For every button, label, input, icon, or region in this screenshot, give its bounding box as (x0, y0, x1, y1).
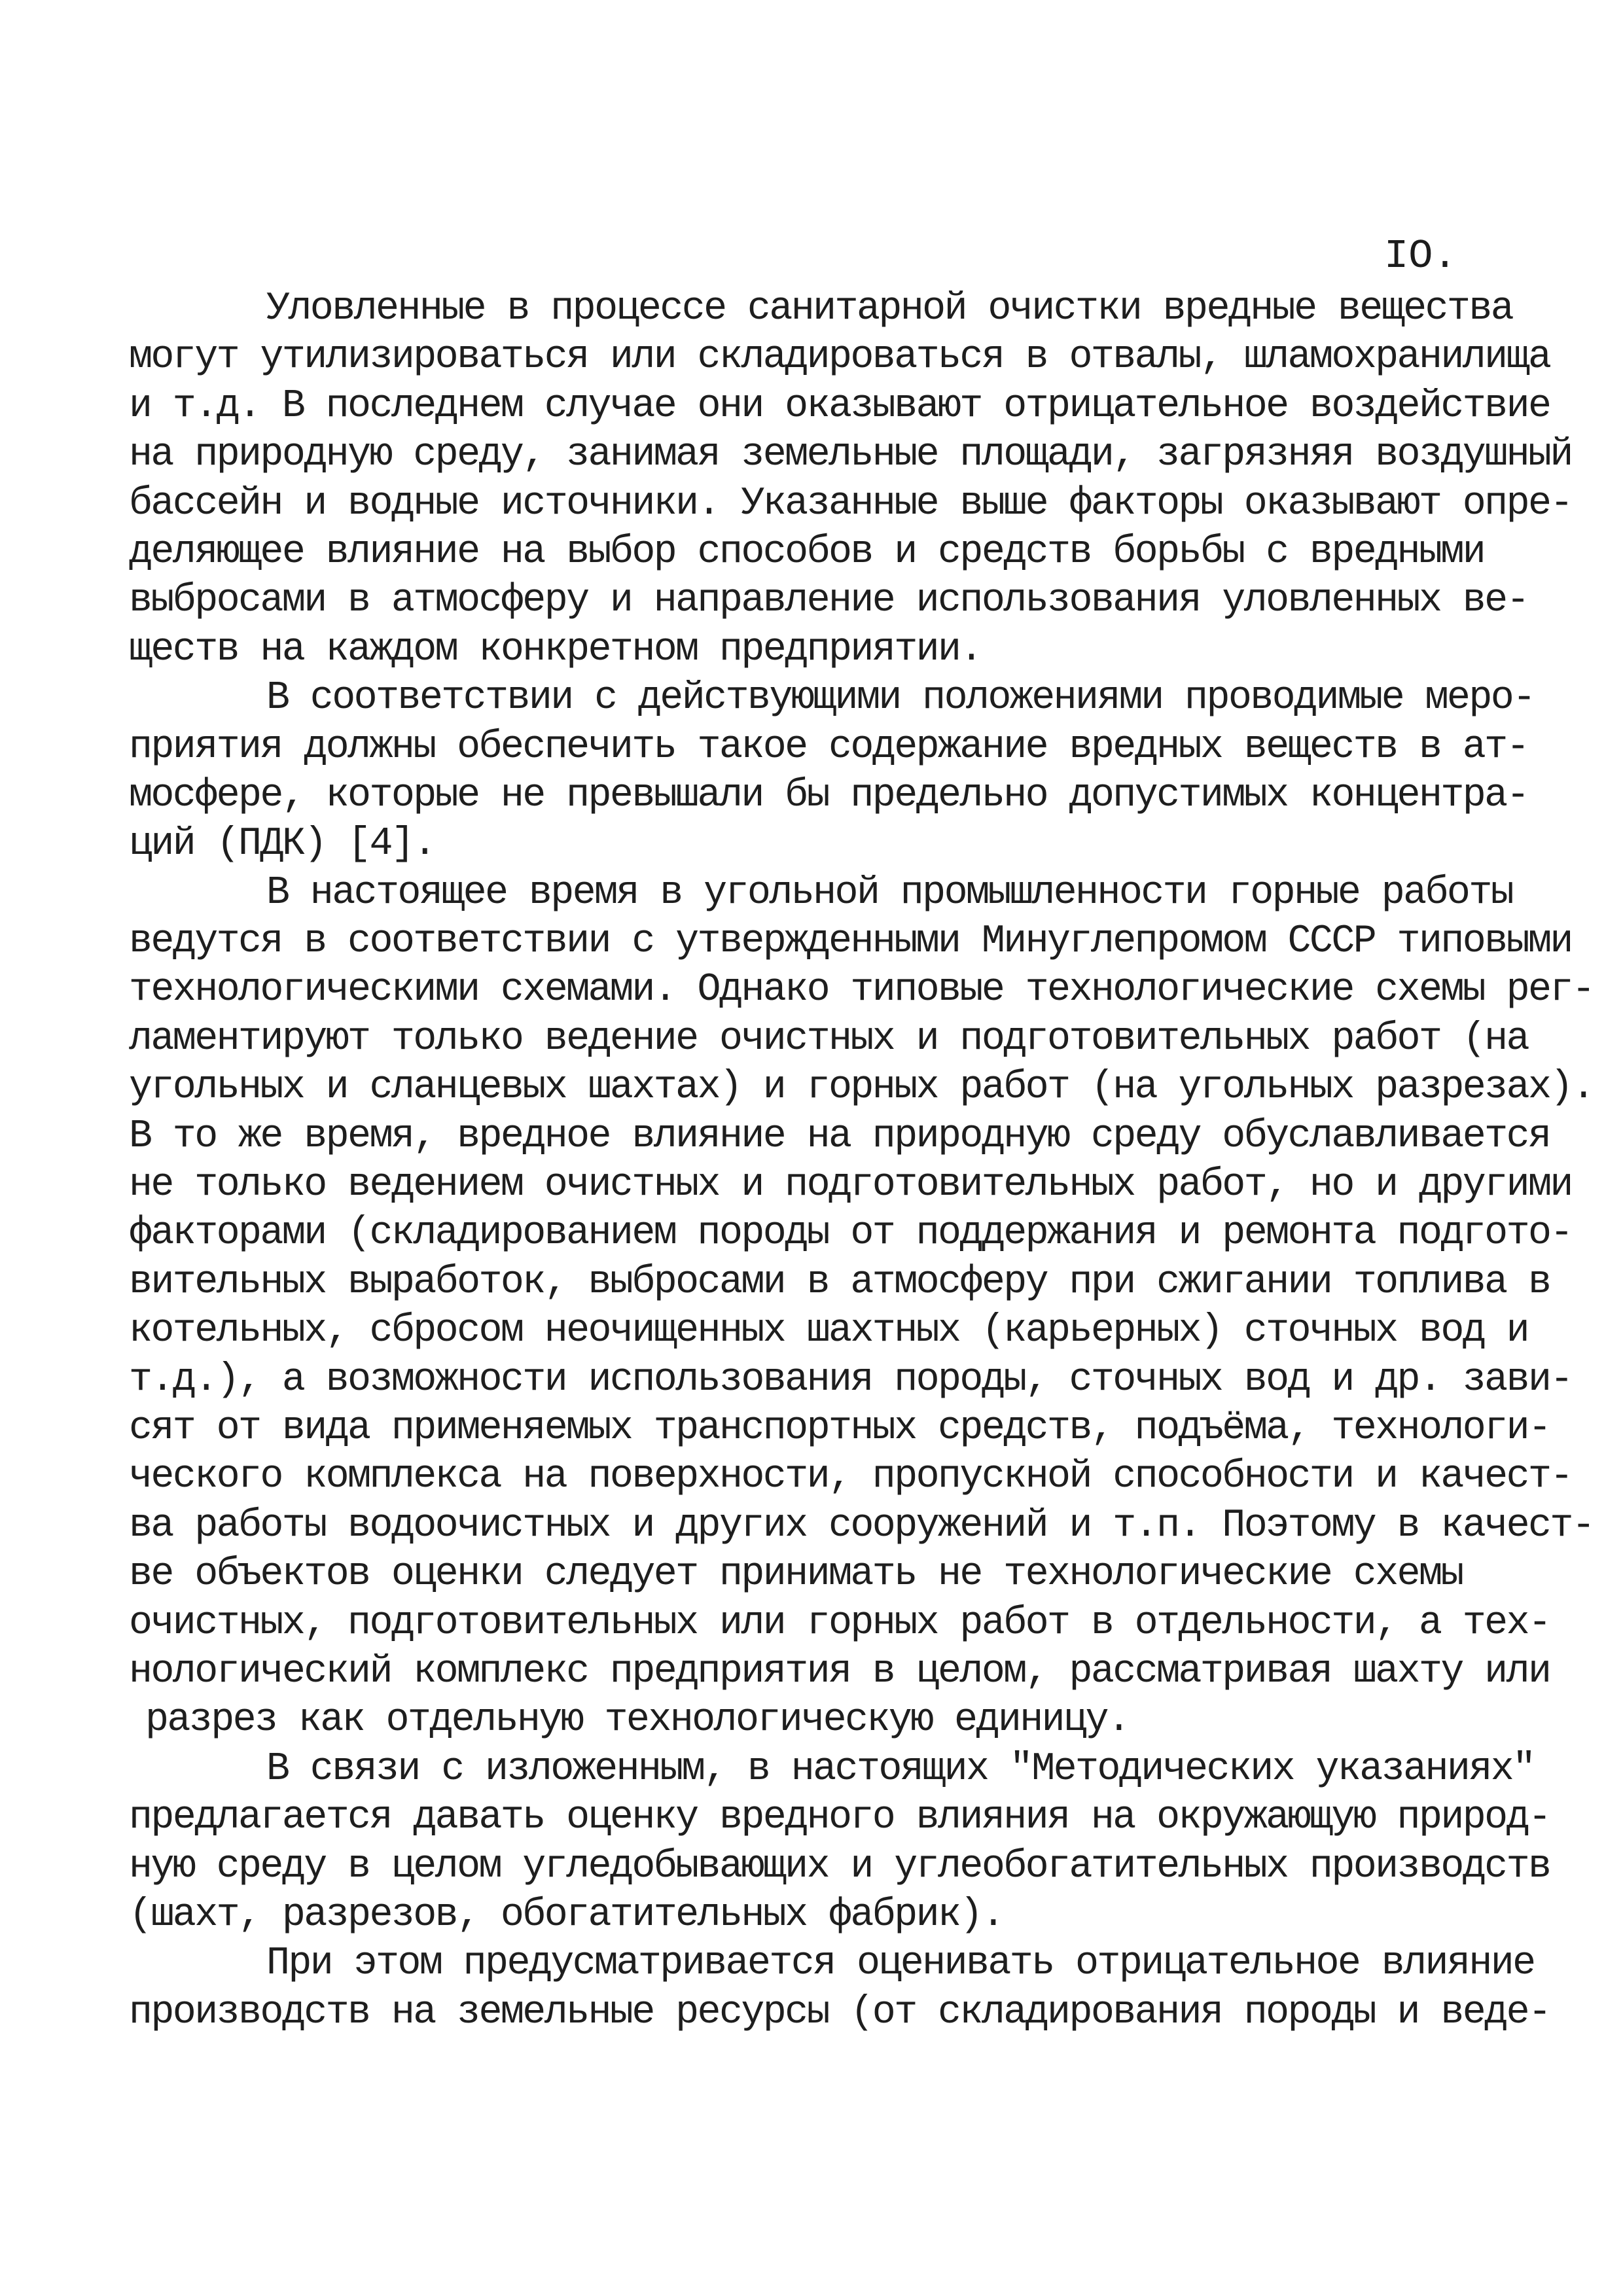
page-number: IO. (1384, 233, 1457, 279)
text-line: ществ на каждом конкретном предприятии. (129, 627, 982, 672)
text-line: угольных и сланцевых шахтах) и горных работ (на угольных разрезах). (129, 1065, 1594, 1110)
text-line: котельных, сбросом неочищенных шахтных (карьерных) сточных вод и (129, 1309, 1528, 1354)
text-line: ве объектов оценки следует принимать не технологические схемы (129, 1552, 1463, 1597)
text-line: мосфере, которые не превышали бы предельно допустимых концентра- (129, 773, 1528, 818)
text-line: ную среду в целом угледобывающих и углеобогатительных производств (129, 1844, 1550, 1889)
text-line: Уловленные в процессе санитарной очистки вредные вещества (266, 287, 1513, 331)
text-line: ламентируют только ведение очистных и подготовительных работ (на (129, 1016, 1528, 1061)
text-line: т.д.), а возможности использования породы, сточных вод и др. зави- (129, 1357, 1572, 1402)
text-line: ческого комплекса на поверхности, пропускной способности и качест- (129, 1455, 1572, 1500)
text-line: на природную среду, занимая земельные площади, загрязняя воздушный (129, 433, 1572, 478)
text-line: сят от вида применяемых транспортных средств, подъёма, технологи- (129, 1405, 1550, 1451)
text-line: В настоящее время в угольной промышленности горные работы (266, 870, 1513, 915)
text-line: ва работы водоочистных и других сооружений и т.п. Поэтому в качест- (129, 1503, 1594, 1548)
text-line: вительных выработок, выбросами в атмосферу при сжигании топлива в (129, 1260, 1550, 1305)
text-line: факторами (складированием породы от поддержания и ремонта подгото- (129, 1211, 1572, 1256)
text-line: ций (ПДК) [4]. (129, 822, 435, 867)
body-text (129, 285, 1594, 2037)
text-line: ведутся в соответствии с утвержденными Минуглепромом СССР типовыми (129, 919, 1572, 964)
text-line: технологическими схемами. Однако типовые технологические схемы рег- (129, 968, 1594, 1013)
text-line: При этом предусматривается оценивать отрицательное влияние (266, 1941, 1535, 1987)
text-line: могут утилизироваться или складироваться в отвалы, шламохранилища (129, 335, 1550, 380)
text-line: В соответствии с действующими положениями проводимые меро- (266, 676, 1535, 721)
text-line: В связи с изложенным, в настоящих "Методических указаниях" (266, 1746, 1535, 1792)
text-line: нологический комплекс предприятия в целом, рассматривая шахту или (129, 1649, 1550, 1694)
text-line: не только ведением очистных и подготовительных работ, но и другими (129, 1163, 1572, 1208)
text-line: бассейн и водные источники. Указанные выше факторы оказывают опре- (129, 481, 1572, 526)
text-line: приятия должны обеспечить такое содержание вредных веществ в ат- (129, 724, 1528, 769)
text-line: и т.д. В последнем случае они оказывают отрицательное воздействие (129, 383, 1550, 429)
text-line: (шахт, разрезов, обогатительных фабрик). (129, 1892, 1004, 1937)
text-line: В то же время, вредное влияние на природную среду обуславливается (129, 1114, 1550, 1159)
text-line: разрез как отдельную технологическую единицу. (145, 1698, 1130, 1743)
text-line: очистных, подготовительных или горных работ в отдельности, а тех- (129, 1600, 1550, 1646)
text-line: деляющее влияние на выбор способов и средств борьбы с вредными (129, 529, 1485, 574)
text-line: производств на земельные ресурсы (от складирования породы и веде- (129, 1990, 1550, 2035)
text-line: выбросами в атмосферу и направление использования уловленных ве- (129, 578, 1528, 624)
text-line: предлагается давать оценку вредного влияния на окружающую природ- (129, 1795, 1550, 1841)
